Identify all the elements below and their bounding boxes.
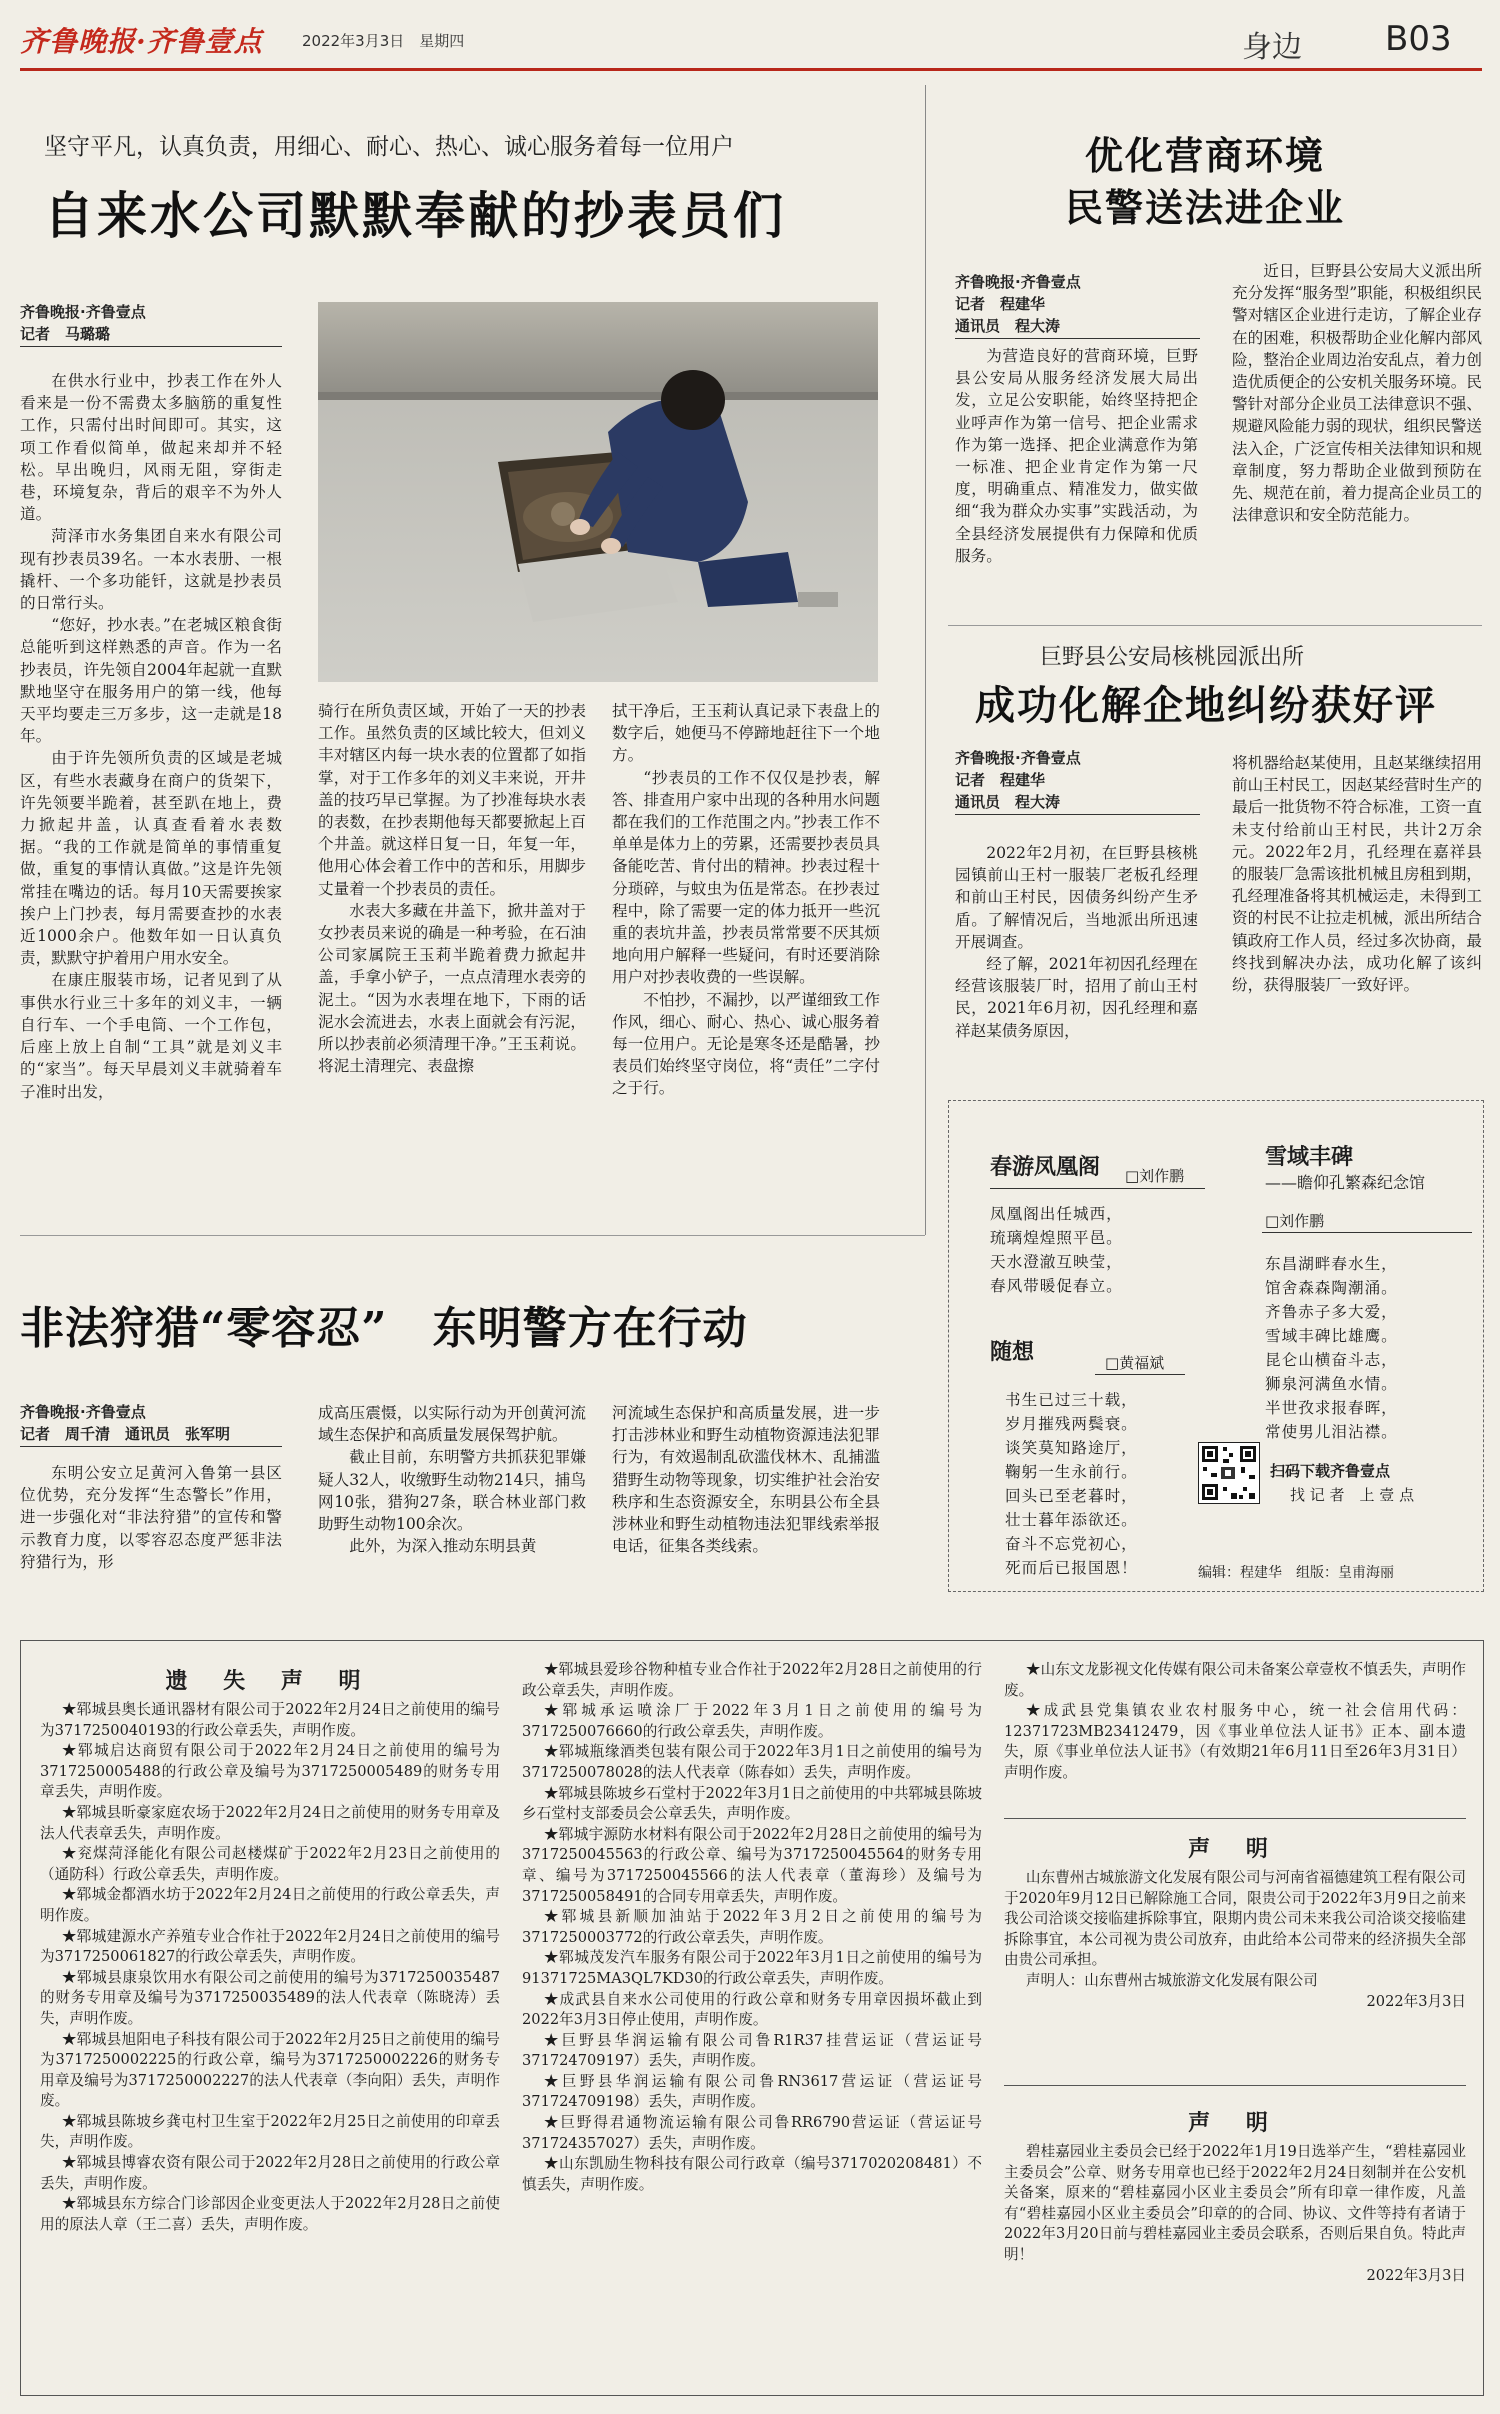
poem-1-body: 凤凰阁出任城西， 琉璃煌煌照平邑。 天水澄澈互映莹， 春风带暖促春立。 [990,1205,1123,1295]
page-editor: 编辑：程建华 组版：皇甫海丽 [1198,1565,1394,1581]
article-3-byline [955,748,1200,815]
byline-source: 齐鲁晚报·齐鲁壹点 [955,273,1081,291]
declaration-2-title: 声 明 [1188,2110,1282,2136]
byline-source: 齐鲁晚报·齐鲁壹点 [20,303,146,321]
decl-1-top-rule [1004,1818,1466,1819]
article-1-title: 自来水公司默默奉献的抄表员们 [44,186,786,245]
article-1-col-1: 在供水行业中，抄表工作在外人看来是一份不需费太多脑筋的重复性工作，只需付出时间即可。其实，这项工作看似简单，做起来却并不轻松。早出晚归，风雨无阻，穿街走巷，环境复杂，背后的艰辛不为外人道。 菏泽市水务集团自来水有限公司现有抄表员39名。一本水表册、一根撬杆、一个多功能钎，这就是抄表员的日常行头。 “您好，抄水表。”在老城区粮食街总能听到这样熟悉的声音。作为一名抄表员，许先领自2004年起就一直默默地坚守在服务用户的第一线，他每天平均要走三万多步，这一走就是18年。 由于许先领所负责的区域是老城区，有些水表藏身在商户的货架下，许先领要半跪着，甚至趴在地上，费力掀起井盖，认真查看着水表数据。“我的工作就是简单的事情重复做，重复的事情认真做。”这是许先领常挂在嘴边的话。每月10天需要挨家挨户上门抄表，每月需要查抄的水表近1000余户。他数年如一日认真负责，默默守护着用户用水安全。 在康庄服装市场，记者见到了从事供水行业三十多年的刘义丰，一辆自行车、一个手电筒、一个工作包，后座上放上自制“工具”就是刘义丰的“家当”。每天早晨刘义丰就骑着车子准时出发， [20,372,282,1101]
byline-reporter: 记者 程建华 [955,295,1046,313]
article-2-bottom-rule [948,625,1482,626]
declaration-1-date: 2022年3月3日 [1366,1992,1466,2010]
byline-reporter: 记者 程建华 [955,771,1046,789]
poem-2-body: 书生已过三十载， 岁月摧残两鬓衰。 谈笑莫知路途厅， 鞠躬一生永前行。 回头已至老暮时， 壮士暮年添欲还。 奋斗不忘党初心， 死而后已报国恩！ [1005,1391,1138,1577]
page-number: B03 [1385,19,1452,59]
poem-2-author: □黄福斌 [1105,1354,1165,1372]
byline-reporter: 记者 马璐璐 [20,324,282,347]
byline-source: 齐鲁晚报·齐鲁壹点 [20,1403,146,1421]
newspaper-logo: 齐鲁晚报·齐鲁壹点 [20,25,263,58]
poem-1-title-rule [990,1188,1205,1189]
declaration-1-title: 声 明 [1188,1836,1282,1862]
article-3-subtitle: 巨野县公安局核桃园派出所 [1040,645,1305,670]
lost-notice-col-2: ★郓城县爱珍谷物种植专业合作社于2022年2月28日之前使用的行政公章丢失，声明作废。 ★郓城承运喷涂厂于2022年3月1日之前使用的编号为3717250076660的行政公章丢失，声明作废。 ★郓城瓶缘酒类包装有限公司于2022年3月1日之前使用的编号为3717250078028的法人代表章（陈春如）丢失，声明作废。 ★郓城县陈坡乡石堂村于2022年3月1日之前使用的中共郓城县陈坡乡石堂村支部委员会公章丢失，声明作废。 ★郓城宇源防水材料有限公司于2022年2月28日之前使用的编号为3717250045563的行政公章、编号为3717250045564的财务专用章、编号为3717250045566的法人代表章（董海珍）及编号为3717250058491的合同专用章丢失，声明作废。 ★郓城县新顺加油站于2022年3月2日之前使用的编号为3717250003772的行政公章丢失，声明作废。 ★郓城茂发汽车服务有限公司于2022年3月1日之前使用的编号为91371725MA3QL7KD30的行政公章丢失，声明作废。 ★成武县自来水公司使用的行政公章和财务专用章因损坏截止到2022年3月3日停止使用，声明作废。 ★巨野县华润运输有限公司鲁R1R37挂营运证（营运证号371724709197）丢失，声明作废。 ★巨野县华润运输有限公司鲁RN3617营运证（营运证号371724709198）丢失，声明作废。 ★巨野得君通物流运输有限公司鲁RR6790营运证（营运证号371724357027）丢失，声明作废。 ★山东凯励生物科技有限公司行政章（编号3717020208481）不慎丢失，声明作废。 [522,1661,982,2193]
article-1-subtitle: 坚守平凡，认真负责，用细心、耐心、热心、诚心服务着每一位用户 [44,134,734,160]
article-3-col-1: 2022年2月初，在巨野县核桃园镇前山王村一服装厂老板孔经理和前山王村民，因债务纠纷产生矛盾。了解情况后，当地派出所迅速开展调查。 经了解，2021年初因孔经理在经营该服装厂时，招用了前山王村民，2021年6月初，因孔经理和嘉祥赵某债务原因， [955,844,1198,1040]
byline-correspondent: 通讯员 程大涛 [955,316,1200,339]
article-1-col-3: 拭干净后，王玉莉认真记录下表盘上的数字后，她便马不停蹄地赶往下一个地方。 “抄表员的工作不仅仅是抄表，解答、排查用户家中出现的各种用水问题都在我们的工作范围之内。”抄表工作不单单是体力上的劳累，还需要抄表员具备能吃苦、肯付出的精神。抄表过程十分琐碎，与蚊虫为伍是常态。在抄表过程中，除了需要一定的体力抵开一些沉重的表坑井盖，抄表员常常要不厌其烦地向用户解释一些疑问，有时还要消除用户对抄表收费的一些误解。 不怕抄，不漏抄，以严谨细致工作作风，细心、耐心、热心、诚心服务着每一位用户。无论是寒冬还是酷暑，抄表员们始终坚守岗位，将“责任”二字付之于行。 [612,702,880,1098]
byline-reporter: 记者 周千清 通讯员 张军明 [20,1424,282,1447]
article-4-col-3: 河流域生态保护和高质量发展，进一步打击涉林业和野生动植物资源违法犯罪行为，有效遏制乱砍滥伐林木、乱捕滥猎野生动物等现象，切实维护社会治安秩序和生态资源安全，东明县公布全县涉林业和野生动植物违法犯罪线索举报电话，征集各类线索。 [612,1404,880,1556]
meter-reader-photo [318,302,878,682]
declaration-2-date: 2022年3月3日 [1366,2266,1466,2284]
poem-2-title: 随想 [990,1339,1035,1365]
lost-notice-title: 遗 失 声 明 [165,1668,375,1694]
article-4-col-1: 东明公安立足黄河入鲁第一县区位优势，充分发挥“生态警长”作用，进一步强化对“非法狩猎”的宣传和警示教育力度，以零容忍态度严惩非法狩猎行为，形 [20,1464,282,1571]
masthead [0,0,1500,70]
lost-notice-col-3: ★山东文龙影视文化传媒有限公司未备案公章壹枚不慎丢失，声明作废。 ★成武县党集镇农业农村服务中心，统一社会信用代码：12371723MB23412479，因《事业单位法人证书》正本、副本遗失，原《事业单位法人证书》（有效期21年6月11日至26年3月31日）声明作废。 [1004,1661,1466,1781]
qr-caption-1: 扫码下载齐鲁壹点 [1270,1462,1391,1480]
article-2-title-line-1: 优化营商环境 [1085,133,1326,178]
article-4-col-2: 成高压震慑，以实际行动为开创黄河流域生态保护和高质量发展保驾护航。 截止目前，东明警方共抓获犯罪嫌疑人32人，收缴野生动物214只，捕鸟网10张，猎狗27条，联合林业部门救助野生动物100余次。 此外，为深入推动东明县黄 [318,1404,586,1556]
column-divider [925,85,926,1235]
byline-correspondent: 通讯员 程大涛 [955,792,1200,815]
issue-date: 2022年3月3日 星期四 [302,32,465,50]
article-1-col-2: 骑行在所负责区域，开始了一天的抄表工作。虽然负责的区域比较大，但刘义丰对辖区内每一块水表的位置都了如指掌，对于工作多年的刘义丰来说，开井盖的技巧早已掌握。为了抄准每块水表的表数，在抄表期他每天都要掀起上百个井盖。就这样日复一日，年复一年，他用心体会着工作中的苦和乐，用脚步丈量着一个抄表员的责任。 水表大多藏在井盖下，掀井盖对于女抄表员来说的确是一种考验，在石油公司家属院王玉莉半跪着费力掀起井盖，手拿小铲子，一点点清理水表旁的泥土。“因为水表埋在地下，下雨的话泥水会流进去，水表上面就会有污泥，所以抄表前必须清理干净。”王玉莉说。将泥土清理完、表盘擦 [318,702,586,1076]
declaration-1-signer: 声明人：山东曹州古城旅游文化发展有限公司 [1025,1971,1318,1989]
article-2-byline [955,272,1200,339]
article-2-col-1: 为营造良好的营商环境，巨野县公安局从服务经济发展大局出发，立足公安职能，始终坚持把企业呼声作为第一信号、把企业需求作为第一选择、把企业满意作为第一标准、把企业肯定作为第一尺度，明确重点、精准发力，做实做细“我为群众办实事”实践活动，为全县经济发展提供有力保障和优质服务。 [955,347,1198,565]
poem-3-title-rule [1262,1232,1472,1233]
article-2-title-line-2: 民警送法进企业 [1065,185,1346,230]
decl-2-top-rule [1004,2085,1466,2086]
byline-source: 齐鲁晚报·齐鲁壹点 [955,749,1081,767]
lost-notice-col-1: ★郓城县奥长通讯器材有限公司于2022年2月24日之前使用的编号为3717250040193的行政公章丢失，声明作废。 ★郓城启达商贸有限公司于2022年2月24日之前使用的编号为3717250005488的行政公章及编号为3717250005489的财务专用章丢失，声明作废。 ★郓城县昕豪家庭农场于2022年2月24日之前使用的财务专用章及法人代表章丢失，声明作废。 ★兖煤菏泽能化有限公司赵楼煤矿于2022年2月23日之前使用的（通防科）行政公章丢失，声明作废。 ★郓城金都酒水坊于2022年2月24日之前使用的行政公章丢失，声明作废。 ★郓城建源水产养殖专业合作社于2022年2月24日之前使用的编号为3717250061827的行政公章丢失，声明作废。 ★郓城县康泉饮用水有限公司之前使用的编号为3717250035487的财务专用章及编号为3717250035489的法人代表章（陈晓涛）丢失，声明作废。 ★郓城县旭阳电子科技有限公司于2022年2月25日之前使用的编号为3717250002225的行政公章，编号为3717250002226的财务专用章及编号为3717250002227的法人代表章（李向阳）丢失，声明作废。 ★郓城县陈坡乡龚屯村卫生室于2022年2月25日之前使用的印章丢失，声明作废。 ★郓城县博睿农资有限公司于2022年2月28日之前使用的行政公章丢失，声明作废。 ★郓城县东方综合门诊部因企业变更法人于2022年2月28日之前使用的原法人章（王二喜）丢失，声明作废。 [40,1701,500,2233]
masthead-rule [20,68,1482,71]
poem-2-title-rule [1095,1374,1185,1375]
poem-1-author: □刘作鹏 [1125,1167,1185,1185]
article-4-title: 非法狩猎“零容忍” 东明警方在行动 [20,1303,748,1354]
declaration-2-body: 碧桂嘉园业主委员会已经于2022年1月19日选举产生，“碧桂嘉园业主委员会”公章、财务专用章也已经于2022年2月24日刻制并在公安机关备案，原来的“碧桂嘉园小区业主委员会”所有印章一律作废，凡盖有“碧桂嘉园小区业主委员会”印章的的合同、协议、文件等持有者请于2022年3月20日前与碧桂嘉园业主委员会联系，否则后果自负。特此声明！ 2022年3月3日 [1004,2142,1466,2390]
article-3-col-2: 将机器给赵某使用，且赵某继续招用前山王村民工，因赵某经营时生产的最后一批货物不符合标准，工资一直未支付给前山王村民，共计2万余元。2022年2月，孔经理在嘉祥县的服装厂急需该批机械且房租到期，孔经理准备将其机械运走，未得到工资的村民不让拉走机械，派出所结合镇政府工作人员，经过多次协商，最终找到解决办法，成功化解了该纠纷，获得服装厂一致好评。 [1232,754,1482,995]
article-1-byline [20,302,282,347]
poem-1-title: 春游凤凰阁 [990,1154,1101,1180]
article-1-photo [318,302,878,682]
article-4-byline [20,1402,282,1447]
qr-caption-2: 找 记 者 上 壹 点 [1290,1486,1415,1504]
article-3-title: 成功化解企地纠纷获好评 [975,682,1437,729]
poem-3-body: 东昌湖畔春水生， 馆舍森森陶潮涌。 齐鲁赤子多大爱， 雪域丰碑比雄鹰。 昆仑山横奋斗志， 狮泉河满鱼水情。 半世孜求报春晖， 常使男儿泪沾襟。 [1265,1255,1398,1441]
poem-3-subtitle: ——瞻仰孔繁森纪念馆 [1265,1173,1426,1192]
poem-3-author: □刘作鹏 [1265,1212,1325,1230]
poem-3-title: 雪域丰碑 [1265,1144,1354,1170]
qr-code[interactable] [1198,1442,1260,1504]
section-name: 身边 [1242,30,1302,65]
qr-code-icon [1199,1443,1259,1503]
article-2-col-2: 近日，巨野县公安局大义派出所充分发挥“服务型”职能，积极组织民警对辖区企业进行走访，了解企业存在的困难，积极帮助企业化解内部风险，整治企业周边治安乱点，着力创造优质便企的公安机关服务环境。民警针对部分企业员工法律意识不强、规避风险能力弱的现状，组织民警送法入企，广泛宣传相关法律知识和规章制度，努力帮助企业做到预防在先、规范在前，着力提高企业员工的法律意识和安全防范能力。 [1232,262,1482,525]
article-4-top-rule [20,1235,925,1236]
declaration-1-body: 山东曹州古城旅游文化发展有限公司与河南省福德建筑工程有限公司于2020年9月12日已解除施工合同，限贵公司于2022年3月9日之前来我公司洽谈交接临建拆除事宜，限期内贵公司未来我公司洽谈交接临建拆除事宜，本公司视为贵公司放弃，由此给本公司带来的经济损失全部由贵公司承担。 声明人：山东曹州古城旅游文化发展有限公司 2022年3月3日 [1004,1868,1466,2078]
